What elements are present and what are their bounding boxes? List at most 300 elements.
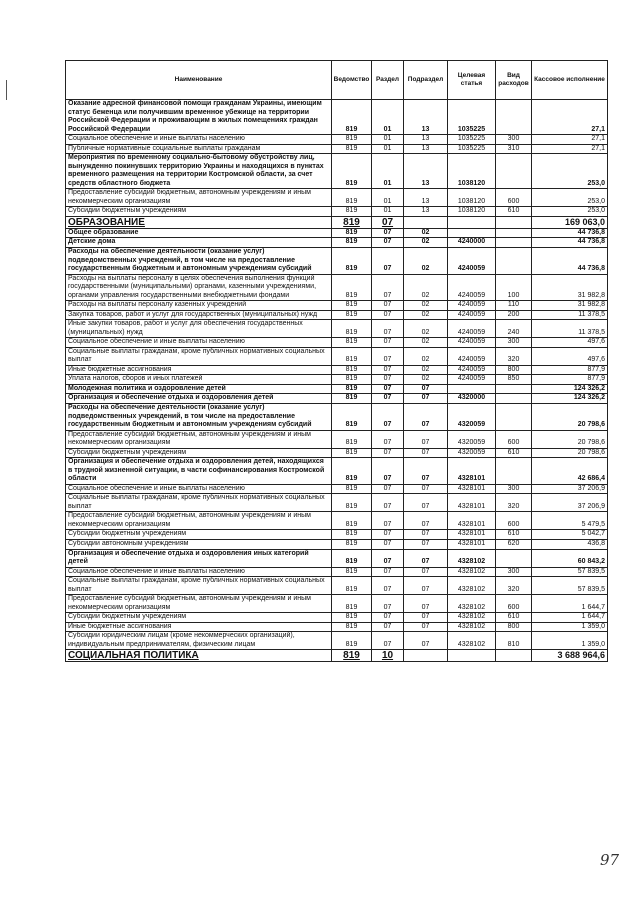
- row-name-cell: Социальное обеспечение и иные выплаты населению: [66, 338, 332, 348]
- page-number: 97: [600, 851, 620, 869]
- table-row: [66, 530, 608, 540]
- row-amount-cell: 124 326,2: [532, 384, 608, 394]
- row-subsection-cell: 13: [404, 135, 448, 145]
- row-subsection-cell: [404, 650, 448, 662]
- row-amount-cell: 27,1: [532, 100, 608, 135]
- row-target-cell: 4240059: [448, 301, 496, 311]
- row-section-cell: 07: [372, 577, 404, 595]
- row-name-cell: Социальные выплаты гражданам, кроме публичных нормативных социальных выплат: [66, 494, 332, 512]
- row-dept-cell: 819: [332, 154, 372, 189]
- row-section-cell: 07: [372, 238, 404, 248]
- row-dept-cell: 819: [332, 207, 372, 217]
- table-row: [66, 365, 608, 375]
- row-dept-cell: 819: [332, 622, 372, 632]
- row-name-cell: СОЦИАЛЬНАЯ ПОЛИТИКА: [66, 650, 332, 662]
- row-type-cell: 800: [496, 365, 532, 375]
- row-target-cell: 1038120: [448, 154, 496, 189]
- row-target-cell: 4328101: [448, 494, 496, 512]
- row-target-cell: 1035225: [448, 100, 496, 135]
- row-target-cell: 4320059: [448, 430, 496, 448]
- table-row: [66, 494, 608, 512]
- row-type-cell: [496, 154, 532, 189]
- row-name-cell: Предоставление субсидий бюджетным, автономным учреждениям и иным некоммерческим организациям: [66, 189, 332, 207]
- table-row: [66, 347, 608, 365]
- row-dept-cell: 819: [332, 632, 372, 650]
- row-amount-cell: 37 206,9: [532, 494, 608, 512]
- row-section-cell: 07: [372, 458, 404, 485]
- row-section-cell: 10: [372, 650, 404, 662]
- row-amount-cell: 11 378,5: [532, 310, 608, 320]
- table-row: [66, 404, 608, 431]
- row-dept-cell: 819: [332, 613, 372, 623]
- row-amount-cell: 37 206,9: [532, 484, 608, 494]
- row-dept-cell: 819: [332, 549, 372, 567]
- row-section-cell: 07: [372, 216, 404, 228]
- table-row: [66, 539, 608, 549]
- row-section-cell: 07: [372, 347, 404, 365]
- row-section-cell: 07: [372, 530, 404, 540]
- row-section-cell: 07: [372, 365, 404, 375]
- row-target-cell: 4328101: [448, 512, 496, 530]
- row-section-cell: 07: [372, 539, 404, 549]
- row-dept-cell: 819: [332, 484, 372, 494]
- row-subsection-cell: 02: [404, 365, 448, 375]
- table-row: [66, 100, 608, 135]
- row-type-cell: [496, 228, 532, 238]
- row-subsection-cell: 07: [404, 613, 448, 623]
- row-type-cell: 800: [496, 622, 532, 632]
- row-type-cell: 600: [496, 512, 532, 530]
- row-type-cell: 600: [496, 189, 532, 207]
- row-name-cell: Субсидии бюджетным учреждениям: [66, 448, 332, 458]
- row-target-cell: 4240059: [448, 365, 496, 375]
- row-name-cell: Мероприятия по временному социально-бытовому обустройству лиц, вынужденно покинувших территорию Украины и находящихся в пунктах временного размещения на территории Костромской области, за счет средств областного бюджета: [66, 154, 332, 189]
- row-dept-cell: 819: [332, 365, 372, 375]
- row-section-cell: 07: [372, 320, 404, 338]
- row-subsection-cell: 02: [404, 238, 448, 248]
- row-subsection-cell: 07: [404, 458, 448, 485]
- row-name-cell: Публичные нормативные социальные выплаты гражданам: [66, 144, 332, 154]
- row-type-cell: 320: [496, 494, 532, 512]
- row-subsection-cell: 13: [404, 189, 448, 207]
- row-target-cell: 4328101: [448, 484, 496, 494]
- row-dept-cell: 819: [332, 458, 372, 485]
- row-type-cell: [496, 384, 532, 394]
- row-type-cell: 310: [496, 144, 532, 154]
- row-section-cell: 01: [372, 154, 404, 189]
- row-dept-cell: 819: [332, 228, 372, 238]
- row-target-cell: 4240059: [448, 375, 496, 385]
- row-dept-cell: 819: [332, 274, 372, 301]
- row-amount-cell: 31 982,8: [532, 274, 608, 301]
- row-target-cell: 4240000: [448, 238, 496, 248]
- row-subsection-cell: 07: [404, 549, 448, 567]
- row-amount-cell: 497,6: [532, 338, 608, 348]
- row-name-cell: Субсидии бюджетным учреждениям: [66, 530, 332, 540]
- row-name-cell: Субсидии автономным учреждениям: [66, 539, 332, 549]
- row-subsection-cell: 02: [404, 320, 448, 338]
- row-type-cell: 110: [496, 301, 532, 311]
- row-subsection-cell: 13: [404, 154, 448, 189]
- table-row: [66, 216, 608, 228]
- row-dept-cell: 819: [332, 144, 372, 154]
- row-name-cell: Субсидии юридическим лицам (кроме некоммерческих организаций), индивидуальным предпринимателям, физическим лицам: [66, 632, 332, 650]
- header-dept: Ведомство: [332, 61, 372, 100]
- row-subsection-cell: 02: [404, 228, 448, 238]
- row-target-cell: 4328102: [448, 567, 496, 577]
- row-section-cell: 07: [372, 613, 404, 623]
- row-amount-cell: 20 798,6: [532, 430, 608, 448]
- row-type-cell: [496, 394, 532, 404]
- table-row: [66, 430, 608, 448]
- row-target-cell: [448, 216, 496, 228]
- row-section-cell: 07: [372, 430, 404, 448]
- row-name-cell: Уплата налогов, сборов и иных платежей: [66, 375, 332, 385]
- row-target-cell: 1035225: [448, 135, 496, 145]
- row-section-cell: 01: [372, 189, 404, 207]
- header-section: Раздел: [372, 61, 404, 100]
- row-type-cell: 300: [496, 567, 532, 577]
- row-subsection-cell: 02: [404, 375, 448, 385]
- row-amount-cell: 124 326,2: [532, 394, 608, 404]
- row-name-cell: Детские дома: [66, 238, 332, 248]
- row-section-cell: 07: [372, 228, 404, 238]
- row-amount-cell: 44 736,8: [532, 228, 608, 238]
- table-row: [66, 310, 608, 320]
- row-target-cell: 4328101: [448, 458, 496, 485]
- table-row: [66, 622, 608, 632]
- row-subsection-cell: 07: [404, 430, 448, 448]
- row-amount-cell: 27,1: [532, 135, 608, 145]
- row-dept-cell: 819: [332, 512, 372, 530]
- row-subsection-cell: 07: [404, 404, 448, 431]
- row-target-cell: 4328102: [448, 549, 496, 567]
- row-subsection-cell: 02: [404, 301, 448, 311]
- table-row: [66, 338, 608, 348]
- budget-table: [65, 60, 608, 662]
- row-type-cell: [496, 216, 532, 228]
- row-dept-cell: 819: [332, 384, 372, 394]
- row-amount-cell: 1 644,7: [532, 595, 608, 613]
- row-dept-cell: 819: [332, 404, 372, 431]
- row-target-cell: 4240059: [448, 320, 496, 338]
- row-subsection-cell: 07: [404, 530, 448, 540]
- row-type-cell: 300: [496, 338, 532, 348]
- row-type-cell: 300: [496, 484, 532, 494]
- row-target-cell: 4320059: [448, 448, 496, 458]
- row-target-cell: 4240059: [448, 310, 496, 320]
- row-section-cell: 07: [372, 622, 404, 632]
- row-amount-cell: 253,0: [532, 154, 608, 189]
- row-dept-cell: 819: [332, 135, 372, 145]
- row-type-cell: 620: [496, 539, 532, 549]
- table-row: [66, 144, 608, 154]
- row-section-cell: 07: [372, 384, 404, 394]
- row-amount-cell: 44 736,8: [532, 238, 608, 248]
- row-name-cell: Субсидии бюджетным учреждениям: [66, 207, 332, 217]
- table-body: [66, 100, 608, 662]
- row-subsection-cell: 02: [404, 274, 448, 301]
- row-section-cell: 07: [372, 310, 404, 320]
- table-row: [66, 650, 608, 662]
- table-row: [66, 394, 608, 404]
- table-header-row: [66, 61, 608, 100]
- header-subsection: Подраздел: [404, 61, 448, 100]
- row-dept-cell: 819: [332, 430, 372, 448]
- row-section-cell: 07: [372, 247, 404, 274]
- table-row: [66, 189, 608, 207]
- row-section-cell: 07: [372, 567, 404, 577]
- row-amount-cell: 436,8: [532, 539, 608, 549]
- table-row: [66, 207, 608, 217]
- row-dept-cell: 819: [332, 338, 372, 348]
- table-row: [66, 274, 608, 301]
- row-target-cell: 4328101: [448, 530, 496, 540]
- row-dept-cell: 819: [332, 567, 372, 577]
- row-type-cell: 320: [496, 347, 532, 365]
- row-amount-cell: 20 798,6: [532, 404, 608, 431]
- row-dept-cell: 819: [332, 530, 372, 540]
- row-dept-cell: 819: [332, 301, 372, 311]
- table-row: [66, 375, 608, 385]
- row-section-cell: 07: [372, 494, 404, 512]
- row-name-cell: Закупка товаров, работ и услуг для государственных (муниципальных) нужд: [66, 310, 332, 320]
- row-section-cell: 07: [372, 404, 404, 431]
- row-target-cell: 4240059: [448, 247, 496, 274]
- table-row: [66, 613, 608, 623]
- row-type-cell: 100: [496, 274, 532, 301]
- row-subsection-cell: 02: [404, 247, 448, 274]
- row-dept-cell: 819: [332, 189, 372, 207]
- row-dept-cell: 819: [332, 216, 372, 228]
- row-name-cell: Расходы на обеспечение деятельности (оказание услуг) подведомственных учреждений, в том числе на предоставление государственным бюджетным и автономным учреждениям субсидий: [66, 247, 332, 274]
- row-name-cell: Иные закупки товаров, работ и услуг для обеспечения государственных (муниципальных) нужд: [66, 320, 332, 338]
- row-target-cell: 4320000: [448, 394, 496, 404]
- row-section-cell: 01: [372, 135, 404, 145]
- row-name-cell: Расходы на обеспечение деятельности (оказание услуг) подведомственных учреждений, в том числе на предоставление государственным бюджетным и автономным учреждениям субсидий: [66, 404, 332, 431]
- row-name-cell: ОБРАЗОВАНИЕ: [66, 216, 332, 228]
- row-name-cell: Организация и обеспечение отдыха и оздоровления детей: [66, 394, 332, 404]
- row-type-cell: [496, 549, 532, 567]
- row-section-cell: 07: [372, 375, 404, 385]
- row-subsection-cell: 07: [404, 567, 448, 577]
- margin-mark: [6, 80, 7, 100]
- row-type-cell: 610: [496, 207, 532, 217]
- row-amount-cell: 877,9: [532, 365, 608, 375]
- row-subsection-cell: 07: [404, 632, 448, 650]
- row-dept-cell: 819: [332, 375, 372, 385]
- row-name-cell: Социальные выплаты гражданам, кроме публичных нормативных социальных выплат: [66, 347, 332, 365]
- row-target-cell: [448, 650, 496, 662]
- row-type-cell: 850: [496, 375, 532, 385]
- row-amount-cell: 3 688 964,6: [532, 650, 608, 662]
- row-dept-cell: 819: [332, 247, 372, 274]
- row-dept-cell: 819: [332, 577, 372, 595]
- header-target: Целевая статья: [448, 61, 496, 100]
- header-name: Наименование: [66, 61, 332, 100]
- table-row: [66, 448, 608, 458]
- row-amount-cell: 5 042,7: [532, 530, 608, 540]
- row-subsection-cell: 02: [404, 310, 448, 320]
- row-type-cell: [496, 100, 532, 135]
- row-amount-cell: 1 359,0: [532, 622, 608, 632]
- row-amount-cell: 11 378,5: [532, 320, 608, 338]
- row-name-cell: Оказание адресной финансовой помощи гражданам Украины, имеющим статус беженца или получившим временное убежище на территории Российской Федерации и проживающим в жилых помещениях граждан Российской Федерации: [66, 100, 332, 135]
- row-target-cell: [448, 228, 496, 238]
- table-row: [66, 595, 608, 613]
- row-name-cell: Социальное обеспечение и иные выплаты населению: [66, 567, 332, 577]
- table-row: [66, 384, 608, 394]
- row-target-cell: 4328102: [448, 613, 496, 623]
- row-type-cell: 320: [496, 577, 532, 595]
- row-subsection-cell: 07: [404, 595, 448, 613]
- row-dept-cell: 819: [332, 310, 372, 320]
- row-subsection-cell: 02: [404, 347, 448, 365]
- row-name-cell: Социальное обеспечение и иные выплаты населению: [66, 135, 332, 145]
- row-dept-cell: 819: [332, 394, 372, 404]
- row-type-cell: 610: [496, 448, 532, 458]
- row-dept-cell: 819: [332, 238, 372, 248]
- table-row: [66, 632, 608, 650]
- row-subsection-cell: 13: [404, 100, 448, 135]
- row-section-cell: 07: [372, 301, 404, 311]
- row-amount-cell: 27,1: [532, 144, 608, 154]
- row-type-cell: [496, 650, 532, 662]
- row-dept-cell: 819: [332, 650, 372, 662]
- row-type-cell: 300: [496, 135, 532, 145]
- row-amount-cell: 57 839,5: [532, 577, 608, 595]
- row-type-cell: 810: [496, 632, 532, 650]
- row-name-cell: Организация и обеспечение отдыха и оздоровления иных категорий детей: [66, 549, 332, 567]
- row-section-cell: 07: [372, 549, 404, 567]
- table-row: [66, 549, 608, 567]
- row-amount-cell: 169 063,0: [532, 216, 608, 228]
- table-row: [66, 135, 608, 145]
- row-target-cell: 4240059: [448, 338, 496, 348]
- table-row: [66, 247, 608, 274]
- row-dept-cell: 819: [332, 595, 372, 613]
- row-target-cell: [448, 384, 496, 394]
- row-section-cell: 07: [372, 512, 404, 530]
- row-subsection-cell: 07: [404, 539, 448, 549]
- table-row: [66, 484, 608, 494]
- row-section-cell: 07: [372, 484, 404, 494]
- row-name-cell: Социальное обеспечение и иные выплаты населению: [66, 484, 332, 494]
- row-target-cell: 4320059: [448, 404, 496, 431]
- row-section-cell: 01: [372, 207, 404, 217]
- row-type-cell: [496, 404, 532, 431]
- row-amount-cell: 253,0: [532, 207, 608, 217]
- row-type-cell: [496, 458, 532, 485]
- row-section-cell: 07: [372, 338, 404, 348]
- row-target-cell: 4240059: [448, 347, 496, 365]
- row-section-cell: 07: [372, 632, 404, 650]
- table-row: [66, 301, 608, 311]
- row-type-cell: 600: [496, 595, 532, 613]
- row-amount-cell: 5 479,5: [532, 512, 608, 530]
- row-target-cell: 4328102: [448, 632, 496, 650]
- table-row: [66, 228, 608, 238]
- row-amount-cell: 57 839,5: [532, 567, 608, 577]
- row-target-cell: 1035225: [448, 144, 496, 154]
- row-section-cell: 07: [372, 274, 404, 301]
- row-subsection-cell: 07: [404, 394, 448, 404]
- row-type-cell: 610: [496, 613, 532, 623]
- row-section-cell: 07: [372, 448, 404, 458]
- row-amount-cell: 42 686,4: [532, 458, 608, 485]
- row-name-cell: Расходы на выплаты персоналу казенных учреждений: [66, 301, 332, 311]
- row-name-cell: Социальные выплаты гражданам, кроме публичных нормативных социальных выплат: [66, 577, 332, 595]
- row-target-cell: 1038120: [448, 189, 496, 207]
- row-section-cell: 07: [372, 595, 404, 613]
- row-name-cell: Организация и обеспечение отдыха и оздоровления детей, находящихся в трудной жизненной ситуации, в части софинансирования Костромской области: [66, 458, 332, 485]
- row-subsection-cell: 07: [404, 577, 448, 595]
- row-subsection-cell: [404, 216, 448, 228]
- row-dept-cell: 819: [332, 494, 372, 512]
- row-subsection-cell: 07: [404, 494, 448, 512]
- row-name-cell: Иные бюджетные ассигнования: [66, 622, 332, 632]
- header-type: Вид расходов: [496, 61, 532, 100]
- row-dept-cell: 819: [332, 539, 372, 549]
- table-row: [66, 238, 608, 248]
- table-row: [66, 512, 608, 530]
- row-amount-cell: 497,6: [532, 347, 608, 365]
- row-subsection-cell: 07: [404, 484, 448, 494]
- row-target-cell: 1038120: [448, 207, 496, 217]
- row-target-cell: 4328102: [448, 577, 496, 595]
- row-name-cell: Общее образование: [66, 228, 332, 238]
- table-row: [66, 458, 608, 485]
- row-amount-cell: 1 644,7: [532, 613, 608, 623]
- row-name-cell: Иные бюджетные ассигнования: [66, 365, 332, 375]
- row-type-cell: 240: [496, 320, 532, 338]
- row-type-cell: [496, 247, 532, 274]
- table-row: [66, 320, 608, 338]
- row-target-cell: 4328102: [448, 595, 496, 613]
- table-row: [66, 577, 608, 595]
- row-name-cell: Предоставление субсидий бюджетным, автономным учреждениям и иным некоммерческим организациям: [66, 595, 332, 613]
- table-row: [66, 567, 608, 577]
- row-dept-cell: 819: [332, 347, 372, 365]
- row-amount-cell: 20 798,6: [532, 448, 608, 458]
- row-name-cell: Молодежная политика и оздоровление детей: [66, 384, 332, 394]
- row-type-cell: 600: [496, 430, 532, 448]
- row-amount-cell: 31 982,8: [532, 301, 608, 311]
- row-name-cell: Предоставление субсидий бюджетным, автономным учреждениям и иным некоммерческим организациям: [66, 430, 332, 448]
- row-amount-cell: 253,0: [532, 189, 608, 207]
- row-dept-cell: 819: [332, 100, 372, 135]
- row-section-cell: 01: [372, 100, 404, 135]
- row-section-cell: 01: [372, 144, 404, 154]
- row-amount-cell: 44 736,8: [532, 247, 608, 274]
- row-type-cell: 610: [496, 530, 532, 540]
- row-type-cell: 200: [496, 310, 532, 320]
- row-subsection-cell: 07: [404, 384, 448, 394]
- row-section-cell: 07: [372, 394, 404, 404]
- row-dept-cell: 819: [332, 448, 372, 458]
- row-amount-cell: 1 359,0: [532, 632, 608, 650]
- header-amount: Кассовое исполнение: [532, 61, 608, 100]
- row-subsection-cell: 07: [404, 512, 448, 530]
- row-target-cell: 4240059: [448, 274, 496, 301]
- row-target-cell: 4328101: [448, 539, 496, 549]
- row-subsection-cell: 13: [404, 144, 448, 154]
- row-name-cell: Субсидии бюджетным учреждениям: [66, 613, 332, 623]
- table-row: [66, 154, 608, 189]
- row-name-cell: Предоставление субсидий бюджетным, автономным учреждениям и иным некоммерческим организациям: [66, 512, 332, 530]
- row-subsection-cell: 07: [404, 448, 448, 458]
- row-amount-cell: 60 843,2: [532, 549, 608, 567]
